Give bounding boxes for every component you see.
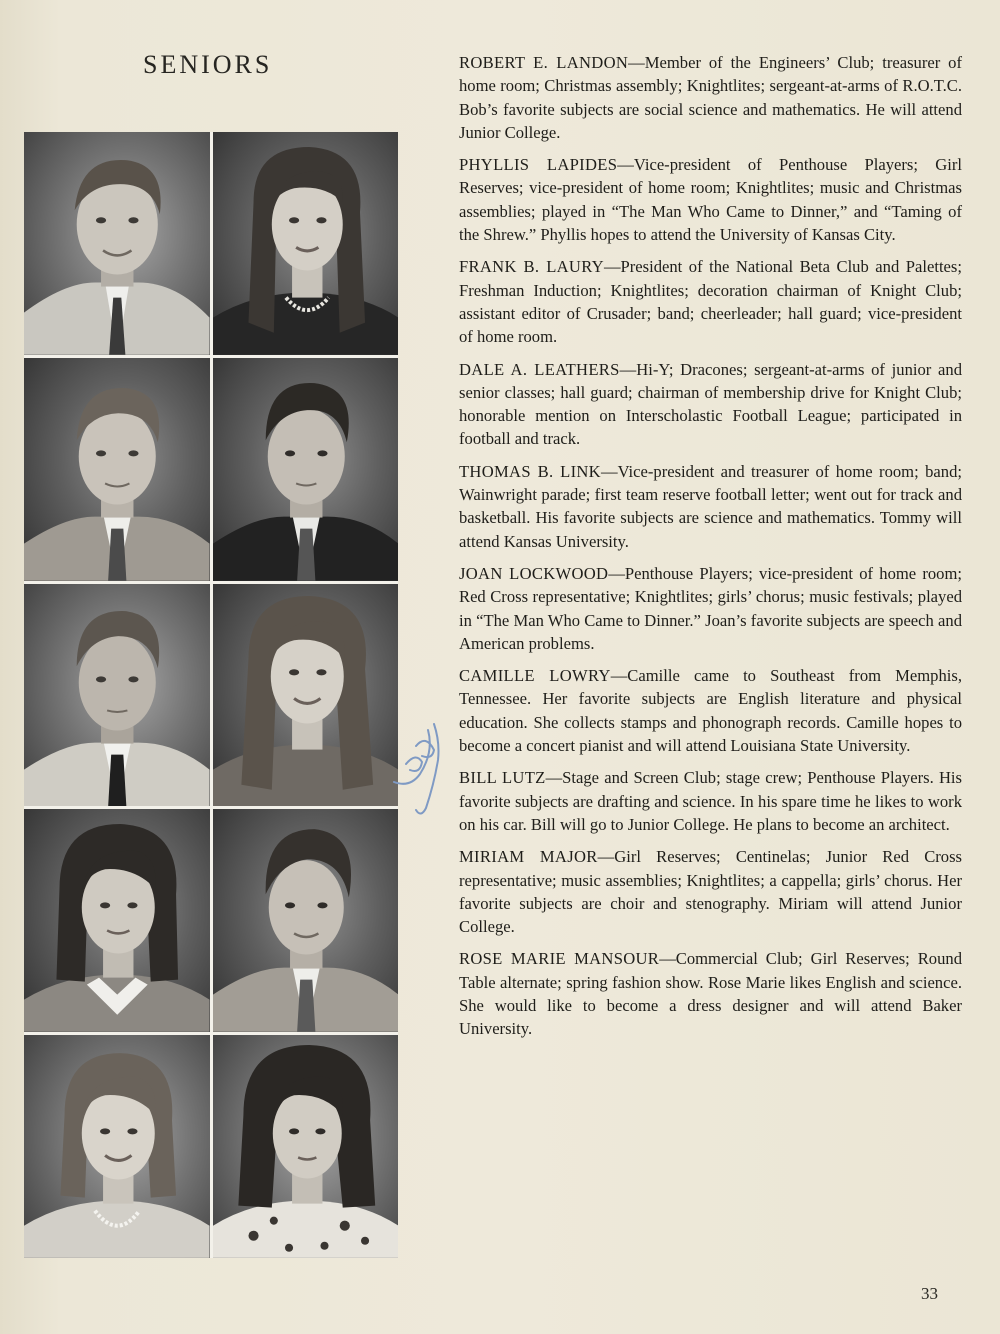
page-number: 33 [921,1284,938,1303]
bio-entry [459,358,962,451]
bio-entry [459,766,962,836]
senior-name: FRANK B. LAURY [459,257,604,277]
portrait-photo [213,809,399,1032]
senior-name: BILL LUTZ [459,768,546,788]
senior-name: ROSE MARIE MANSOUR [459,949,660,969]
bio-text: —Penthouse Players; vice-president of home room; Red Cross representative; Knightlites; girls’ chorus; music festivals; played in “The Man Who Came to Dinner.” Joan’s favorite subjects are speech and American problems. [459,563,962,653]
bio-entry [459,947,962,1040]
bio-entry [459,153,962,246]
bio-entry [459,255,962,348]
portrait-photo [24,584,210,807]
bio-entry [459,460,962,553]
bio-text: —President of the National Beta Club and Palettes; Freshman Induction; Knightlites; decoration chairman of Knight Club; assistant editor of Crusader; band; cheerleader; hall guard; vice-president of home room. [459,257,962,347]
bio-text: —Vice-president and treasurer of home room; band; Wainwright parade; first team reserve football letter; went out for track and basketball. His favorite subjects are science and mathematics. Tommy will attend Kansas University. [459,461,962,551]
bio-text: —Stage and Screen Club; stage crew; Penthouse Players. His favorite subjects are drafting and science. In his spare time he likes to work on his car. Bill will go to Junior College. He plans to become an architect. [459,768,963,834]
senior-name: ROBERT E. LANDON [459,53,629,72]
portrait-photo [213,132,399,355]
portrait-photo [24,358,210,581]
bio-text: —Vice-president of Penthouse Players; Girl Reserves; vice-president of home room; Knightlites; music and Christmas assemblies; played in “The Man Who Came to Dinner,” and “Taming of the Shrew.” Phyllis hopes to attend the University of Kansas City. [459,155,963,245]
portrait-photo [24,132,210,355]
senior-name: MIRIAM MAJOR [459,847,598,867]
portrait-grid [24,132,398,1258]
bio-text: —Commercial Club; Girl Reserves; Round Table alternate; spring fashion show. Rose Marie likes English and science. She would like to become a dress designer and will attend Baker University. [459,949,962,1039]
portrait-photo [213,584,399,807]
bio-text: —Member of the Engineers’ Club; treasurer of home room; Christmas assembly; Knightlites; sergeant-at-arms of R.O.T.C. Bob’s favorite subjects are social science and mathematics. He will attend Junior College. [459,53,962,142]
senior-bios [459,51,962,1050]
senior-name: JOAN LOCKWOOD [459,563,609,583]
portrait-photo [24,1035,210,1258]
bio-entry [459,51,962,144]
senior-name: DALE A. LEATHERS [459,359,620,379]
handwritten-signature [376,712,456,822]
bio-text: —Girl Reserves; Centinelas; Junior Red Cross representative; music assemblies; Knightlites; a cappella; girls’ chorus. Her favorite subjects are choir and stenography. Miriam will attend Junior College. [459,847,962,937]
portrait-photo [213,358,399,581]
bio-entry [459,845,962,938]
portrait-photo [213,1035,399,1258]
senior-name: PHYLLIS LAPIDES [459,155,618,175]
senior-name: CAMILLE LOWRY [459,666,611,686]
bio-text: —Camille came to Southeast from Memphis, Tennessee. Her favorite subjects are English literature and physical education. She collects stamps and phonograph records. Camille hopes to become a concert pianist and will attend Louisiana State University. [459,666,962,756]
senior-name: THOMAS B. LINK [459,461,601,481]
bio-entry [459,664,962,757]
bio-entry [459,562,962,655]
section-title: SENIORS [143,50,273,79]
bio-text: —Hi-Y; Dracones; sergeant-at-arms of junior and senior classes; hall guard; chairman of membership drive for Knight Club; honorable mention on Interscholastic Football League; participated in football and track. [459,359,962,449]
portrait-photo [24,809,210,1032]
